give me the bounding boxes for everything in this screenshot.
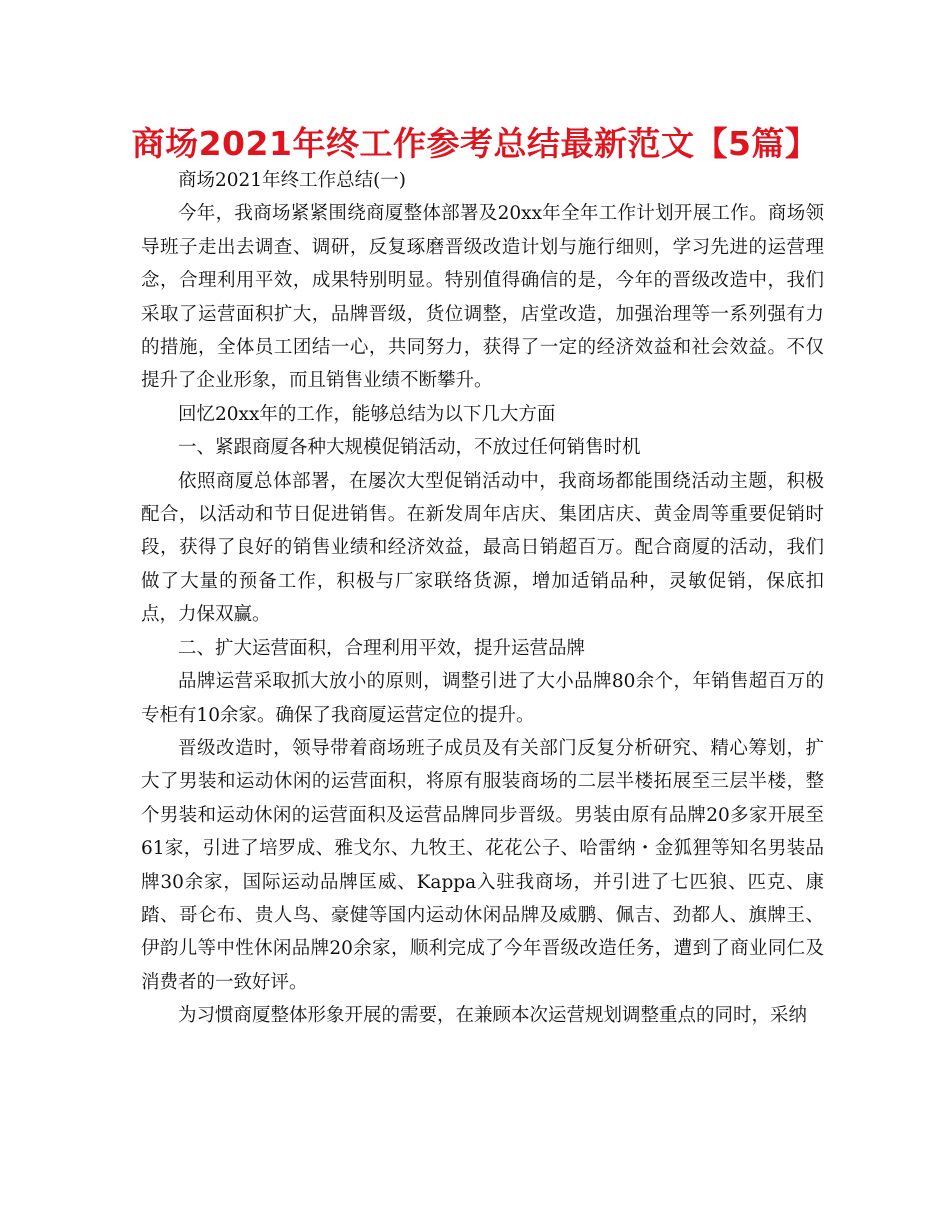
document-body: [141, 164, 824, 1033]
paragraph: 回忆20xx年的工作，能够总结为以下几大方面: [178, 403, 556, 425]
paragraph: 品牌运营采取抓大放小的原则，调整引进了大小品牌80余个，年销售超百万的专柜有10余家。确保了我商厦运营定位的提升。: [141, 671, 824, 726]
paragraph: 晋级改造时，领导带着商场班子成员及有关部门反复分析研究、精心筹划，扩大了男装和运动休闲的运营面积，将原有服装商场的二层半楼拓展至三层半楼，整个男装和运动休闲的运营面积及运营品牌同步晋级。男装由原有品牌20多家开展至61家，引进了培罗成、雅戈尔、九牧王、花花公子、哈雷纳・金狐狸等知名男装品牌30余家，国际运动品牌匡威、Kappa入驻我商场，并引进了七匹狼、匹克、康踏、哥仑布、贵人鸟、豪健等国内运动休闲品牌及威鹏、佩吉、劲都人、旗牌王、伊韵儿等中性休闲品牌20余家，顺利完成了今年晋级改造任务，遭到了商业同仁及消费者的一致好评。: [141, 737, 824, 993]
paragraph: 为习惯商厦整体形象开展的需要，在兼顾本次运营规划调整重点的同时，采纳: [178, 1005, 808, 1027]
paragraph: 今年，我商场紧紧围绕商厦整体部署及20xx年全年工作计划开展工作。商场领导班子走出去调查、调研，反复琢磨晋级改造计划与施行细则，学习先进的运营理念，合理利用平效，成果特别明显。特别值得确信的是，今年的晋级改造中，我们采取了运营面积扩大，品牌晋级，货位调整，店堂改造，加强治理等一系列强有力的措施，全体员工团结一心，共同努力，获得了一定的经济效益和社会效益。不仅提升了企业形象，而且销售业绩不断攀升。: [141, 203, 824, 392]
section-heading: 一、紧跟商厦各种大规模促销活动，不放过任何销售时机: [178, 437, 641, 459]
section-heading: 二、扩大运营面积，合理利用平效，提升运营品牌: [178, 637, 586, 659]
section-subtitle: 商场2021年终工作总结(一): [178, 170, 407, 191]
paragraph: 依照商厦总体部署，在屡次大型促销活动中，我商场都能围绕活动主题，积极配合，以活动和节日促进销售。在新发周年店庆、集团店庆、黄金周等重要促销时段，获得了良好的销售业绩和经济效益，最高日销超百万。配合商厦的活动，我们做了大量的预备工作，积极与厂家联络货源，增加适销品种，灵敏促销，保底扣点，力保双赢。: [141, 470, 824, 626]
document-title: 商场2021年终工作参考总结最新范文【5篇】: [131, 124, 819, 163]
